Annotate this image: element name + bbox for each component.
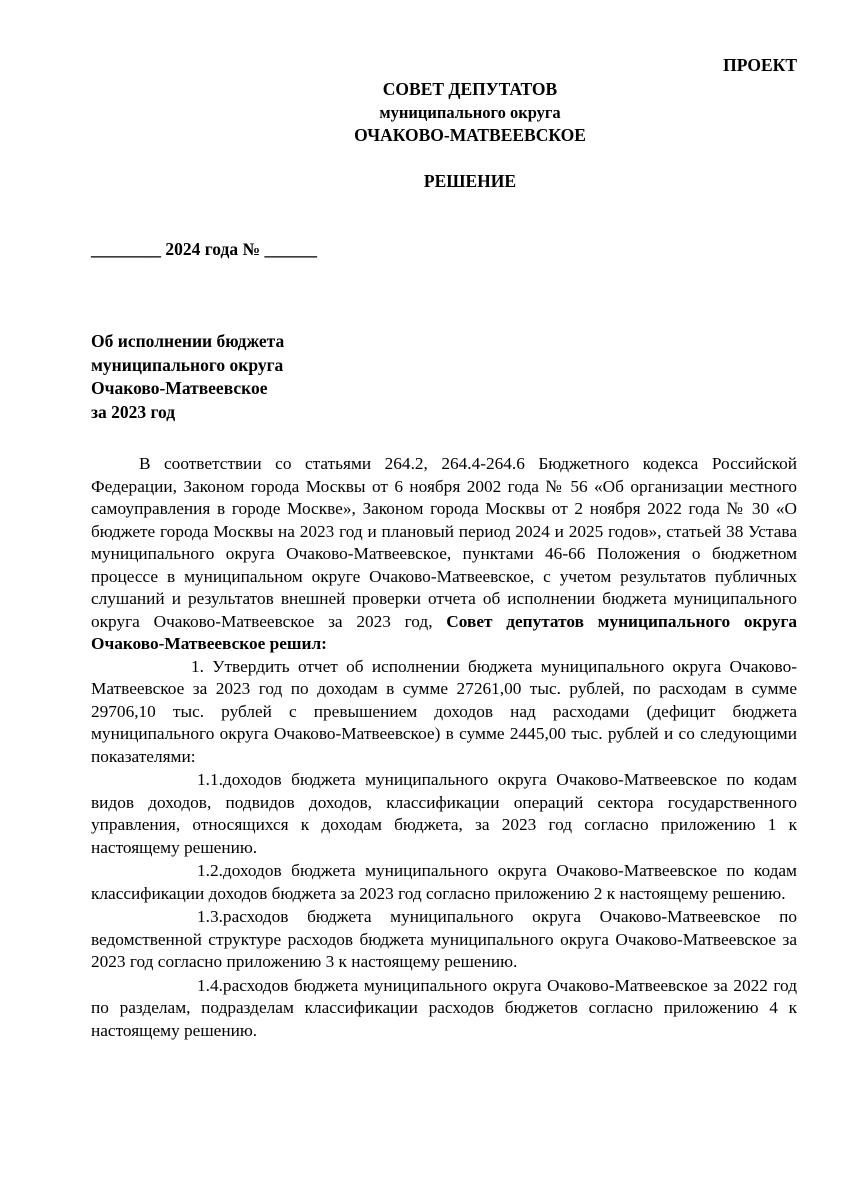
draft-stamp: ПРОЕКТ <box>723 55 797 75</box>
document-body <box>91 453 797 1042</box>
preamble-paragraph <box>91 453 797 656</box>
subitem-text: расходов бюджета муниципального округа Очаково-Матвеевское по ведомственной структуре расходов бюджета муниципального округа Очаково-Матвеевское за 2023 год согласно приложению 3 к настоящему решению. <box>91 907 797 971</box>
subitem-number: 1.4. <box>197 975 223 995</box>
subitem-text: расходов бюджета муниципального округа Очаково-Матвеевское за 2022 год по разделам, подразделам классификации расходов бюджетов согласно приложению 4 к настоящему решению. <box>91 975 797 1040</box>
date-number-line: ________ 2024 года № ______ <box>91 239 317 259</box>
item-1-paragraph: 1. Утвердить отчет об исполнении бюджета муниципального округа Очаково-Матвеевское за 2023 год по доходам в сумме 27261,00 тыс. рублей, по расходам в сумме 29706,10 тыс. рублей с превышением доходов над расходами (дефицит бюджета муниципального округа Очаково-Матвеевское) в сумме 2445,00 тыс. рублей и со следующими показателями: <box>91 656 797 766</box>
subitem-paragraph <box>91 975 797 1043</box>
subject-line: муниципального округа <box>91 354 284 375</box>
issuer-line-1: СОВЕТ ДЕПУТАТОВ <box>382 79 558 99</box>
subject-line: Очаково-Матвеевское <box>91 378 268 398</box>
subitem-text: доходов бюджета муниципального округа Очаково-Матвеевское по кодам классификации доходов бюджета за 2023 год согласно приложению 2 к настоящему решению. <box>91 861 797 903</box>
issuer-line-3: ОЧАКОВО-МАТВЕЕВСКОЕ <box>354 125 586 145</box>
subitem-text: доходов бюджета муниципального округа Очаково-Матвеевское по кодам видов доходов, подвидов доходов, классификации операций сектора государственного управления, относящихся к доходам бюджета, за 2023 год согласно приложению 1 к настоящему решению. <box>91 770 797 857</box>
subject-line: за 2023 год <box>91 401 176 422</box>
subitem-number: 1.3. <box>197 907 223 926</box>
subject-line: Об исполнении бюджета <box>91 331 285 351</box>
resolution-phrase: Совет депутатов муниципального округа Очаково-Матвеевское решил: <box>91 611 797 653</box>
subitem-number: 1.1. <box>197 770 223 789</box>
document-type-title: РЕШЕНИЕ <box>423 171 517 191</box>
issuer-line-2: муниципального округа <box>379 103 561 122</box>
subitem-paragraph <box>91 860 797 905</box>
subitem-paragraph <box>91 769 797 859</box>
subitem-paragraph <box>91 906 797 974</box>
issuer-header <box>0 78 849 147</box>
preamble-text: В соответствии со статьями 264.2, 264.4-264.6 Бюджетного кодекса Российской Федерации, Законом города Москвы от 6 ноября 2002 года № 56 «Об организации местного самоуправления в городе Москве», Законом города Москвы от 2 ноября 2022 года № 30 «О бюджете города Москвы на 2023 год и плановый период 2024 и 2025 годов», статьей 38 Устава муниципального округа Очаково-Матвеевское, пунктами 46-66 Положения о бюджетном процессе в муниципальном округе Очаково-Матвеевское, с учетом результатов публичных слушаний и результатов внешней проверки отчета об исполнении бюджета муниципального округа Очаково-Матвеевское за 2023 год, <box>91 454 797 631</box>
subject-block <box>91 330 284 424</box>
subitem-number: 1.2. <box>197 861 223 880</box>
